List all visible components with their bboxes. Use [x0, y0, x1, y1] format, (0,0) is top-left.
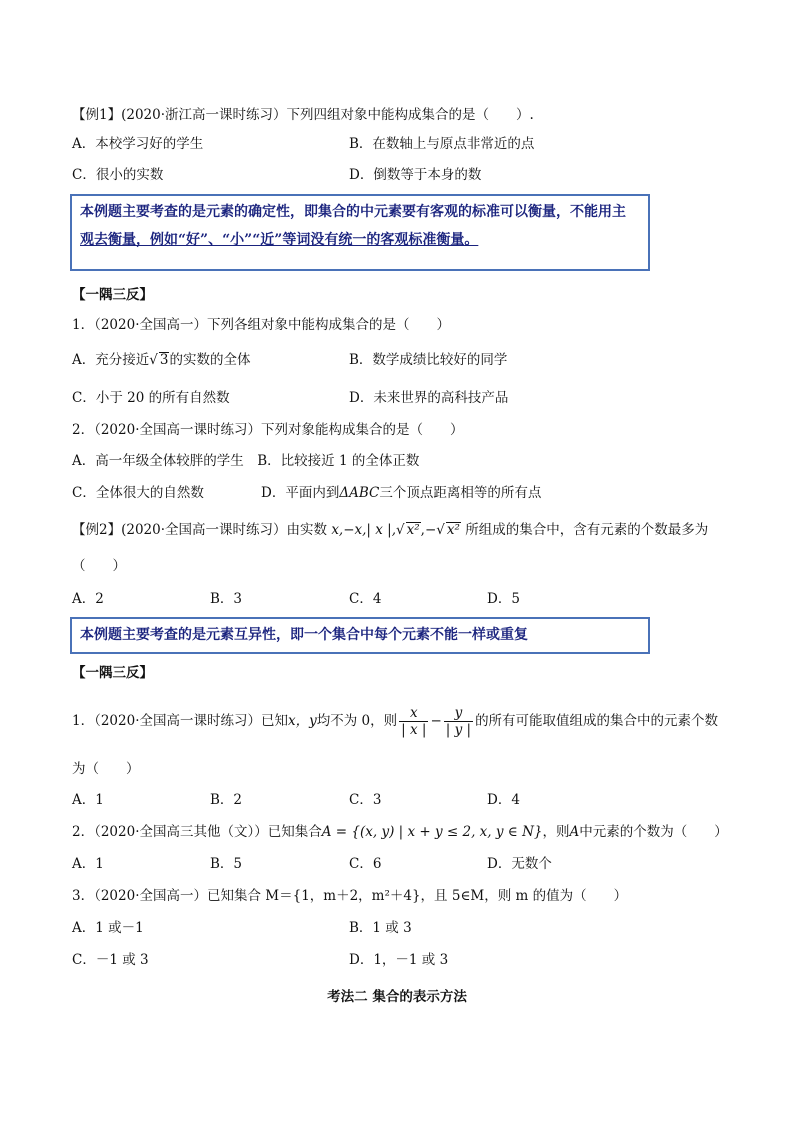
drill2-header: 【一隅三反】 — [72, 665, 153, 681]
drill2-q3-option-b: B．1 或 3 — [349, 920, 412, 936]
drill1-q1-option-a — [72, 351, 250, 369]
sqrt-symbol: √ — [396, 522, 405, 538]
fraction-numerator: x — [399, 705, 428, 722]
drill2-q2-option-a: A．1 — [72, 856, 104, 872]
example2-radicand-1: x² — [406, 522, 420, 538]
section-title: 考法二 集合的表示方法 — [327, 989, 467, 1005]
sqrt-symbol: √ — [436, 522, 445, 538]
minus-sign: − — [430, 713, 442, 729]
drill2-q1-option-b: B．2 — [210, 792, 243, 808]
example1-option-d: D．倒数等于本身的数 — [349, 167, 482, 183]
example1-option-a: A．本校学习好的学生 — [72, 136, 204, 152]
drill2-q1-cont: 为（ ） — [72, 761, 140, 777]
drill1-q1-a-pre: A．充分接近 — [72, 352, 150, 368]
fraction-denominator: | x | — [401, 722, 427, 738]
drill1-q2-option-c: C．全体很大的自然数 — [72, 485, 204, 501]
fraction-x-over-abs-x — [399, 705, 428, 738]
example2-stem-pre: 【例2】(2020·全国高一课时练习）由实数 — [72, 522, 328, 538]
drill2-q2-stem-mid: ，则 — [542, 824, 570, 840]
drill1-q2-d-post: 三个顶点距离相等的所有点 — [379, 485, 542, 501]
example1-note-box — [70, 194, 650, 271]
drill2-q2-set: A = {(x, y) | x + y ≤ 2, x, y ∈ N} — [321, 824, 543, 840]
drill1-q2-d-triangle: ΔABC — [339, 485, 380, 501]
drill1-q2-option-d — [261, 484, 541, 502]
drill2-q2-option-d: D．无数个 — [487, 856, 552, 872]
drill2-q1-stem-mid: 均不为 0，则 — [316, 713, 398, 729]
example1-stem: 【例1】(2020·浙江高一课时练习）下列四组对象中能构成集合的是（ ）. — [72, 107, 534, 123]
drill2-q1-option-c: C．3 — [349, 792, 382, 808]
drill2-q3-option-d: D．1，－1 或 3 — [349, 952, 449, 968]
example2-stem-math: x,−x,| x |, — [331, 522, 397, 538]
sqrt-symbol: √ — [149, 352, 158, 368]
drill2-q1-vars: x，y — [288, 713, 317, 729]
fraction-numerator: y — [444, 705, 473, 722]
example2-stem-mid: ,− — [420, 522, 437, 538]
drill1-q1-a-post: 的实数的全体 — [169, 352, 251, 368]
example1-note-line2: 观去衡量，例如“好”、“小”“近”等词没有统一的客观标准衡量。 — [80, 232, 479, 248]
example2-stem — [72, 521, 708, 539]
example1-note-line1: 本例题主要考查的是元素的确定性，即集合的中元素要有客观的标准可以衡量，不能用主 — [80, 204, 626, 220]
example1-option-b: B．在数轴上与原点非常近的点 — [349, 136, 535, 152]
example2-stem-post: 所组成的集合中，含有元素的个数最多为 — [465, 522, 709, 538]
drill1-q1-a-radicand: 3 — [159, 352, 169, 368]
example1-option-c: C．很小的实数 — [72, 167, 164, 183]
drill2-q1-stem-post: 的所有可能取值组成的集合中的元素个数 — [475, 713, 719, 729]
drill2-q2-stem-pre: 2．（2020·全国高三其他（文））已知集合 — [72, 824, 322, 840]
fraction-y-over-abs-y — [444, 705, 473, 738]
example2-option-d: D．5 — [487, 591, 520, 607]
drill2-q1-stem-pre: 1．（2020·全国高一课时练习）已知 — [72, 713, 288, 729]
drill1-q2-d-pre: D．平面内到 — [261, 485, 340, 501]
drill2-q2-stem — [72, 823, 728, 841]
drill1-header: 【一隅三反】 — [72, 287, 153, 303]
example2-radicand-2: x² — [446, 522, 460, 538]
drill2-q2-option-c: C．6 — [349, 856, 382, 872]
drill1-q1-stem: 1．（2020·全国高一）下列各组对象中能构成集合的是（ ） — [72, 317, 450, 333]
drill2-q3-option-a: A．1 或－1 — [72, 920, 144, 936]
drill1-q2-option-ab: A．高一年级全体较胖的学生 B．比较接近 1 的全体正数 — [72, 453, 420, 469]
example2-note: 本例题主要考查的是元素互异性，即一个集合中每个元素不能一样或重复 — [80, 627, 528, 643]
example2-option-a: A．2 — [72, 591, 104, 607]
drill1-q1-option-d: D．未来世界的高科技产品 — [349, 390, 509, 406]
drill2-q1-option-d: D．4 — [487, 792, 520, 808]
drill2-q1-option-a: A．1 — [72, 792, 104, 808]
drill1-q2-stem: 2．（2020·全国高一课时练习）下列对象能构成集合的是（ ） — [72, 422, 464, 438]
example2-option-b: B．3 — [210, 591, 243, 607]
example2-paren: （ ） — [72, 558, 126, 574]
drill2-q1-stem — [72, 703, 718, 739]
example2-note-box — [70, 617, 650, 654]
drill2-q2-var: A — [569, 824, 580, 840]
drill2-q3-option-c: C．－1 或 3 — [72, 952, 149, 968]
drill1-q1-option-c: C．小于 20 的所有自然数 — [72, 390, 230, 406]
fraction-denominator: | y | — [445, 722, 472, 738]
example2-option-c: C．4 — [349, 591, 382, 607]
drill2-q3-stem: 3．（2020·全国高一）已知集合 M＝{1，m＋2，m²＋4}，且 5∈M，则 m 的值为（ ） — [72, 888, 628, 904]
drill2-q2-stem-post: 中元素的个数为（ ） — [579, 824, 728, 840]
drill1-q1-option-b: B．数学成绩比较好的同学 — [349, 352, 508, 368]
drill2-q2-option-b: B．5 — [210, 856, 243, 872]
